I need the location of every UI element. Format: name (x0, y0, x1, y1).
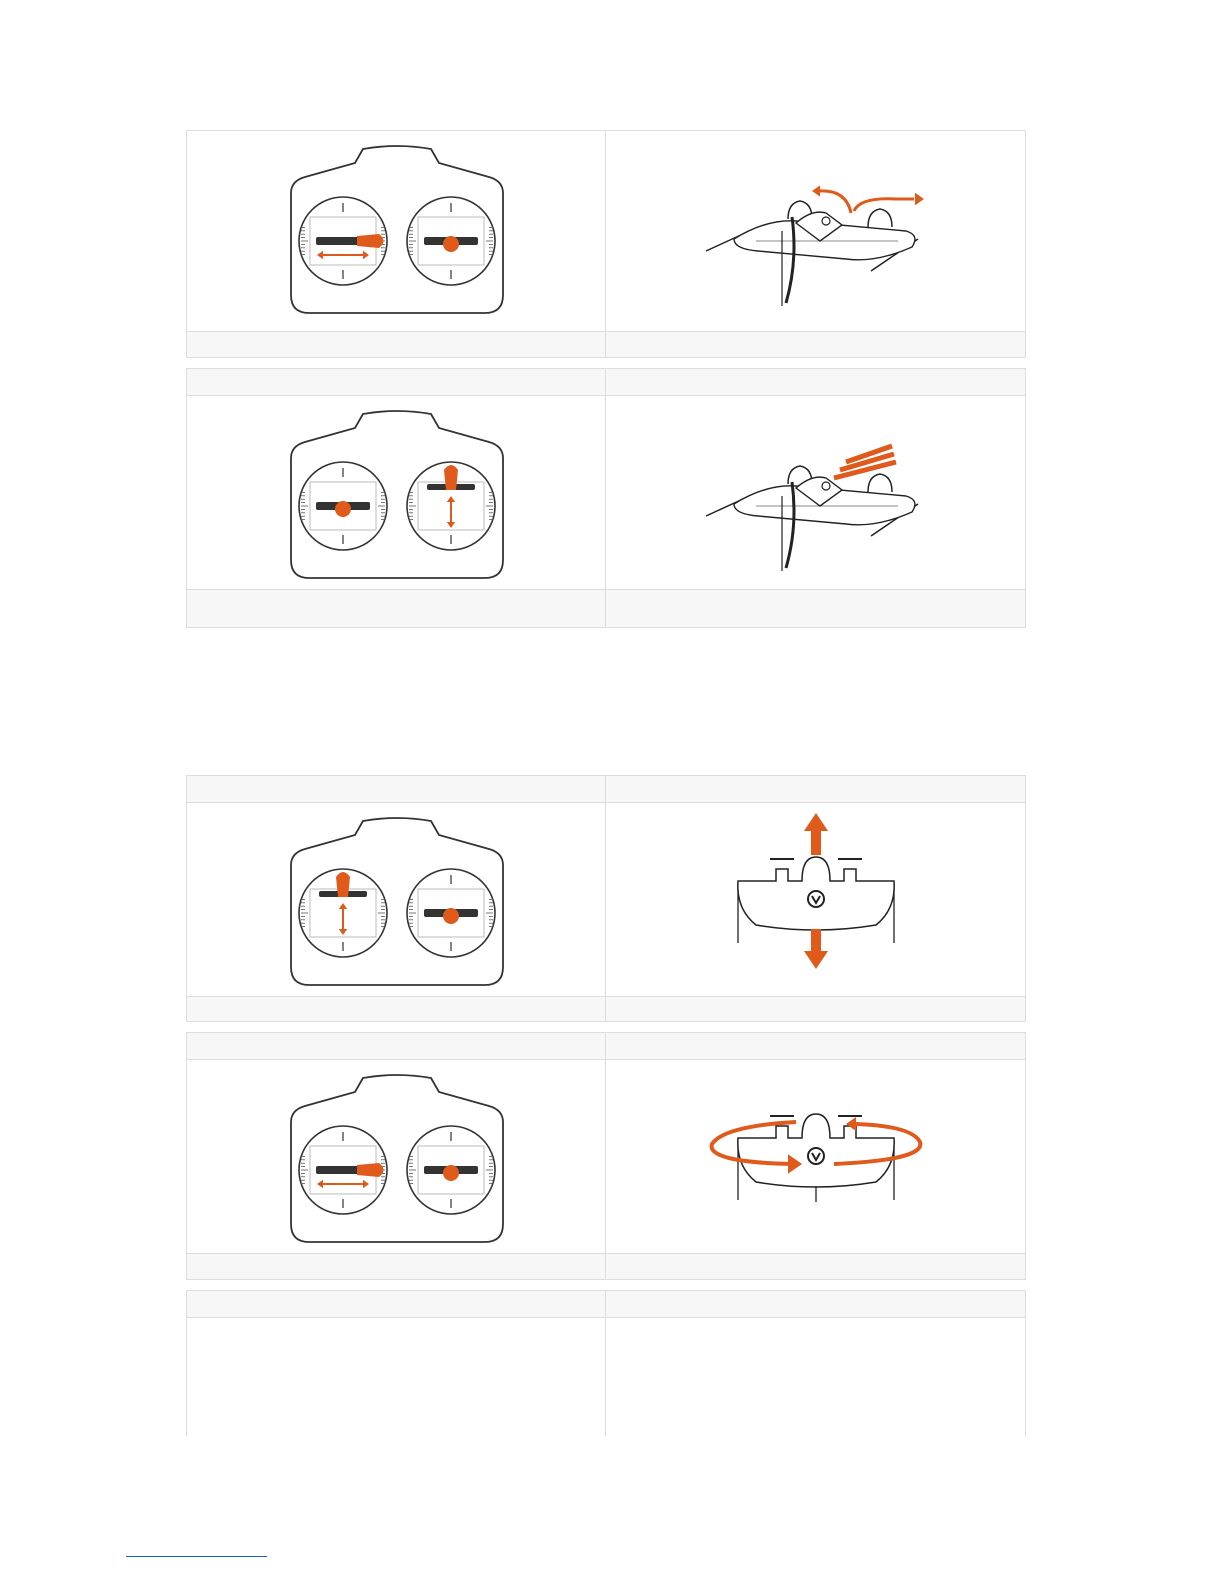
aircraft-cell (606, 131, 1025, 331)
controller-cell (187, 803, 606, 996)
caption-cell (187, 590, 606, 627)
stick-knob (357, 1163, 384, 1177)
aircraft-drawing (706, 185, 924, 306)
controller-drawing (291, 146, 503, 313)
stick-knob (357, 234, 384, 248)
header-cell (187, 1033, 606, 1059)
control-table-1-row-a (186, 130, 1026, 358)
header-cell (187, 776, 606, 802)
controller-diagram-icon (187, 1060, 606, 1253)
caption-cell (606, 590, 1025, 627)
stick-knob (443, 908, 459, 924)
direction-arrow-icon (854, 199, 914, 211)
stick-knob (443, 1165, 459, 1181)
aircraft-cell (606, 1060, 1025, 1253)
header-cell (187, 369, 606, 395)
aircraft-drawing (706, 446, 918, 571)
controller-drawing (291, 1075, 503, 1242)
stick-knob (443, 236, 459, 252)
aircraft-cell (606, 396, 1025, 589)
controller-drawing (291, 818, 503, 985)
header-cell (606, 776, 1025, 802)
caption-cell (187, 332, 606, 357)
caption-cell (187, 997, 606, 1021)
controller-drawing (291, 411, 503, 578)
header-cell (606, 1291, 1025, 1317)
aircraft-cell (606, 803, 1025, 996)
controller-cell (187, 396, 606, 589)
controller-cell (187, 1060, 606, 1253)
stick-knob (335, 501, 351, 517)
caption-cell (187, 1254, 606, 1279)
control-table-2-row-b (186, 1032, 1026, 1280)
header-cell (606, 1033, 1025, 1059)
aircraft-diagram-icon (606, 396, 1026, 589)
controller-diagram-icon (187, 803, 606, 996)
direction-arrow-icon (811, 829, 821, 855)
controller-diagram-icon (187, 396, 606, 589)
aircraft-drawing (738, 813, 894, 969)
header-cell (606, 369, 1025, 395)
caption-cell (606, 332, 1025, 357)
aircraft-diagram-icon (606, 1060, 1026, 1253)
controller-diagram-icon (187, 131, 606, 331)
control-table-2-row-c (186, 1290, 1026, 1436)
direction-arrow-icon (811, 929, 821, 953)
header-cell (187, 1291, 606, 1317)
controller-cell (187, 131, 606, 331)
aircraft-diagram-icon (606, 131, 1026, 331)
footer-link[interactable] (126, 1556, 267, 1557)
stick-knob (336, 872, 350, 897)
stick-knob (444, 465, 458, 490)
aircraft-drawing (712, 1114, 921, 1202)
control-table-2-row-a (186, 775, 1026, 1022)
aircraft-diagram-icon (606, 803, 1026, 996)
direction-arrow-icon (818, 191, 851, 213)
control-table-1-row-b (186, 368, 1026, 628)
aircraft-cell (606, 1318, 1025, 1436)
caption-cell (606, 997, 1025, 1021)
caption-cell (606, 1254, 1025, 1279)
controller-cell (187, 1318, 606, 1436)
